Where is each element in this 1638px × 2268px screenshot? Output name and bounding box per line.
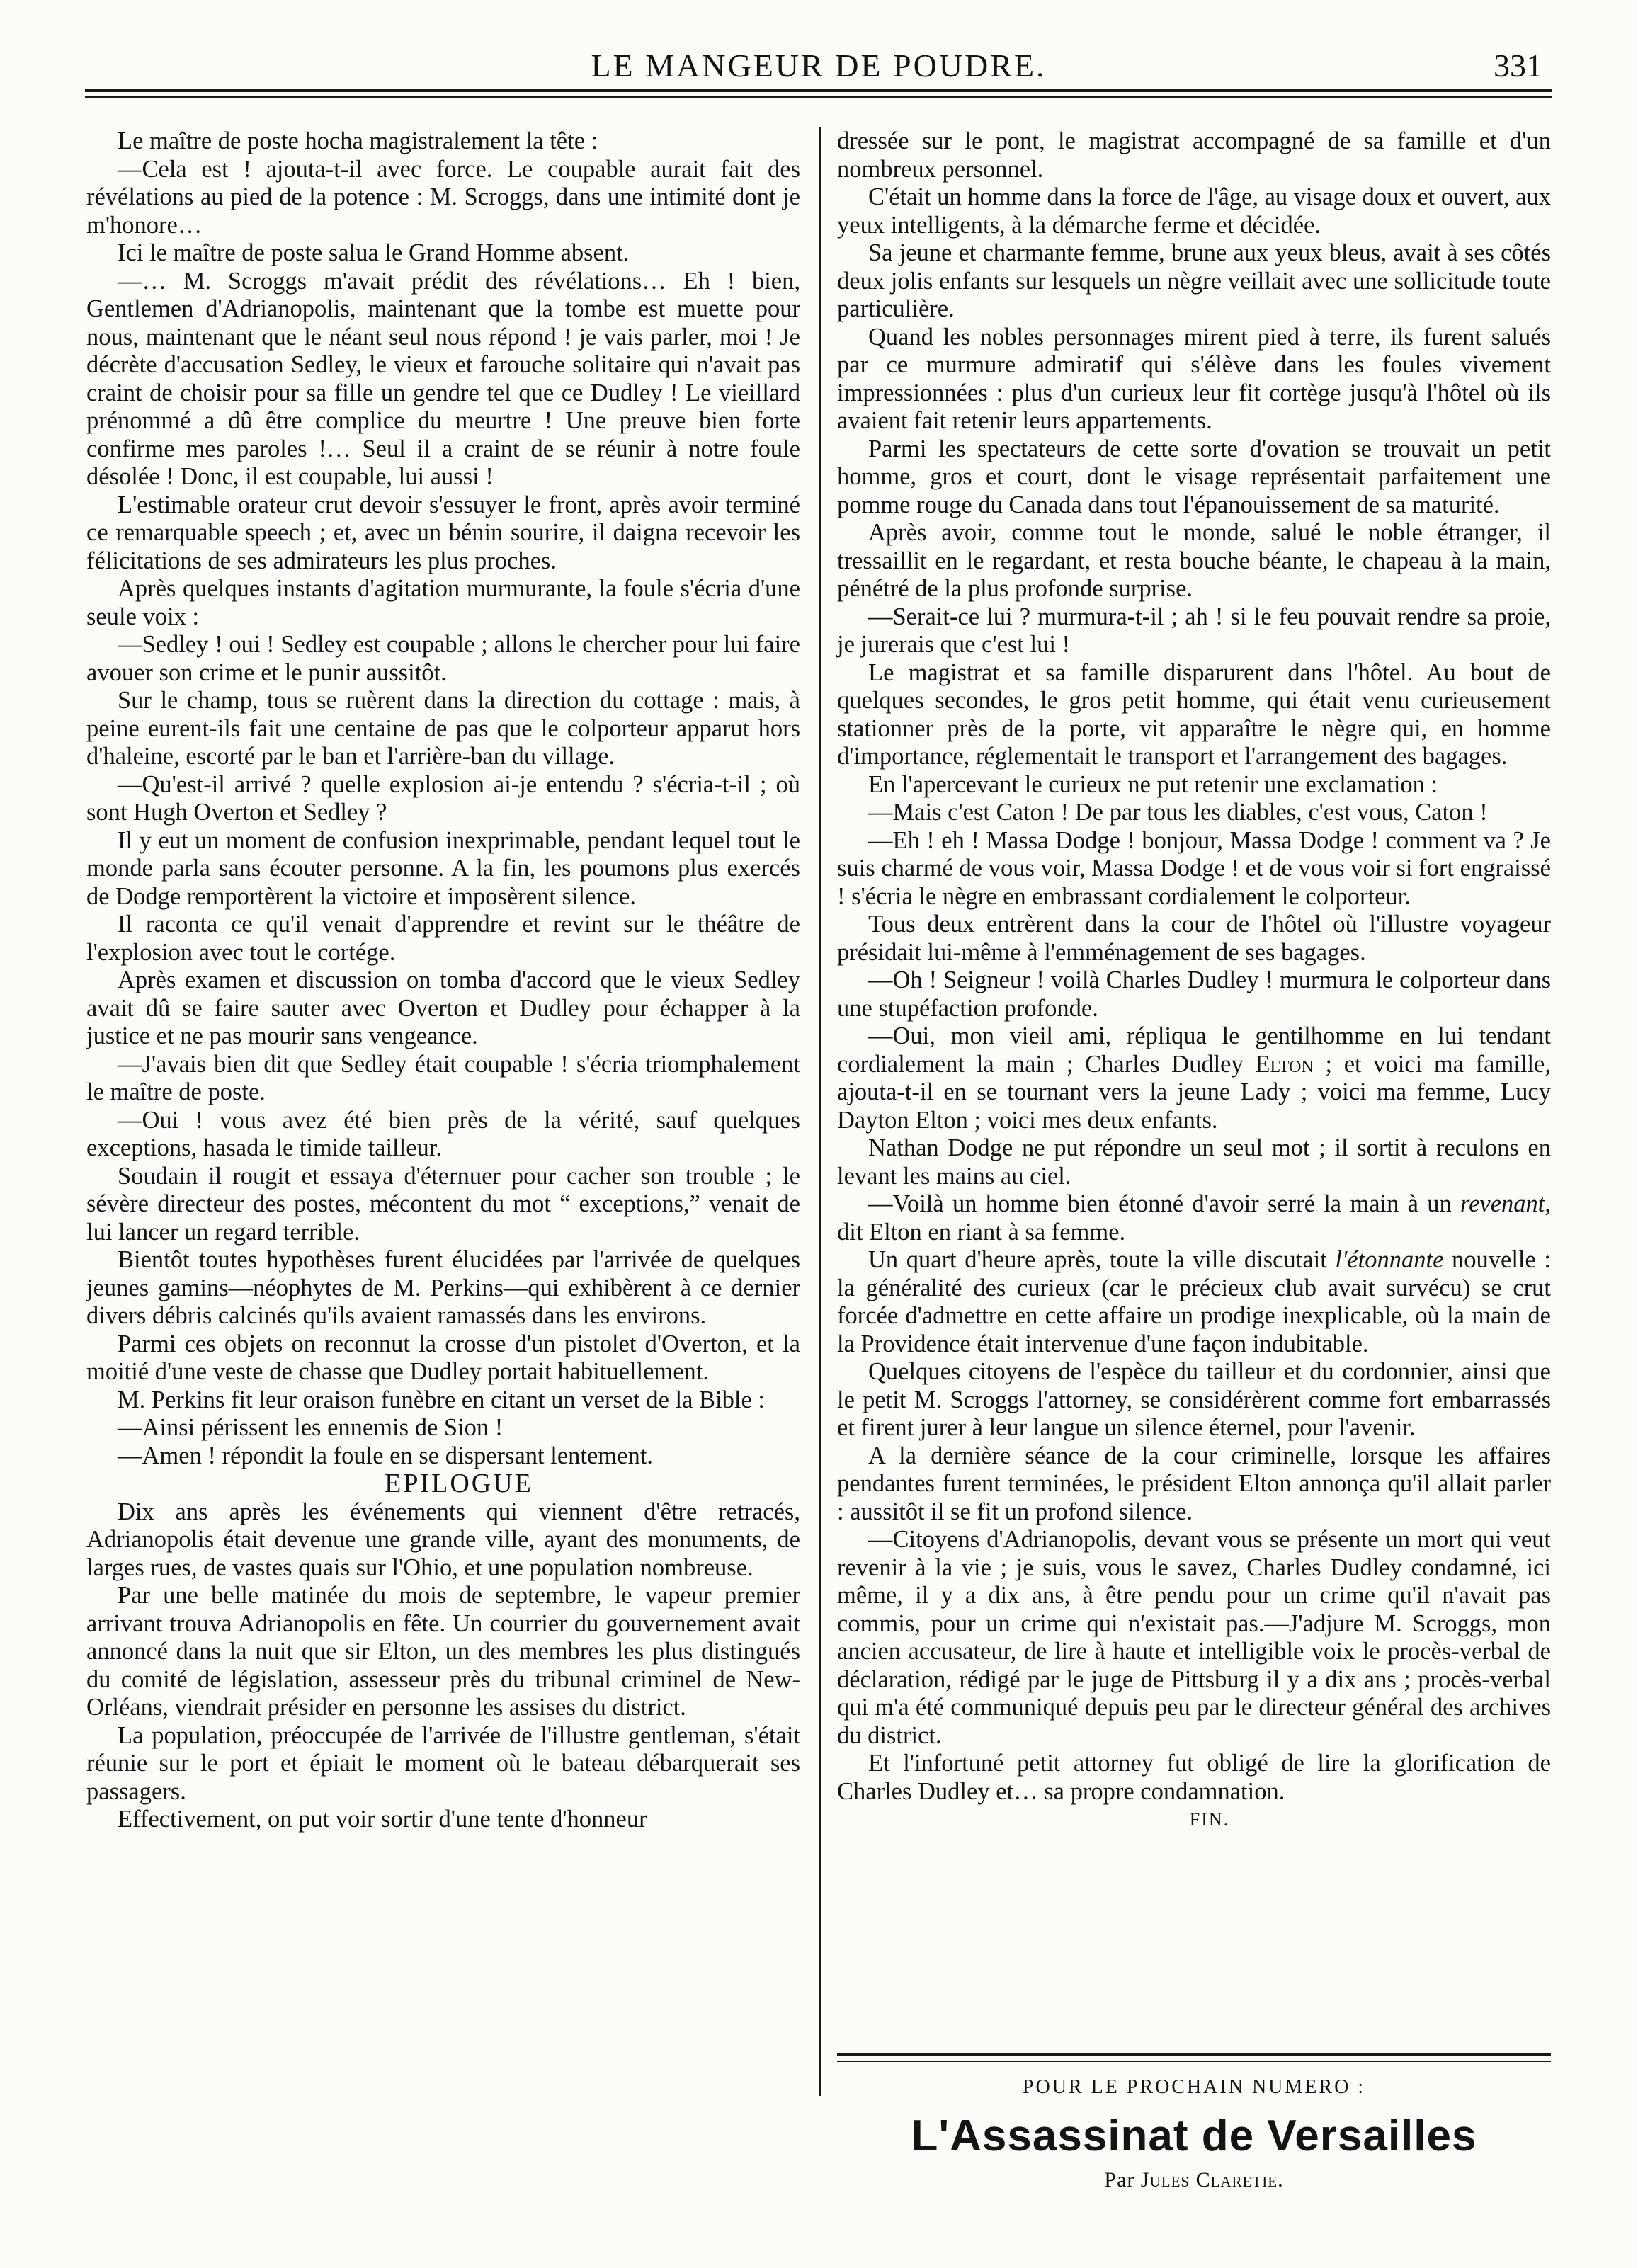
paragraph: Bientôt toutes hypothèses furent élucidées par l'arrivée de quelques jeunes gamins—néophytes de M. Perkins—qui exhibèrent à ce dernier divers débris calcinés qu'ils avaient ramassés dans les environs. xyxy=(86,1246,800,1329)
author-prefix: Par xyxy=(1104,2168,1141,2192)
next-issue-author xyxy=(837,2168,1551,2192)
paragraph: —Ainsi périssent les ennemis de Sion ! xyxy=(118,1414,504,1441)
paragraph xyxy=(837,1022,1551,1134)
text-run: —Voilà un homme bien étonné d'avoir serré la main à un xyxy=(868,1190,1460,1217)
fin-marker: FIN. xyxy=(1189,1809,1230,1830)
paragraph: —Amen ! répondit la foule en se dispersant lentement. xyxy=(118,1442,653,1469)
paragraph: A la dernière séance de la cour criminelle, lorsque les affaires pendantes furent terminées, le président Elton annonça qu'il allait parler : aussitôt il se fit un profond silence. xyxy=(837,1442,1551,1525)
paragraph: —Mais c'est Caton ! De par tous les diables, c'est vous, Caton ! xyxy=(868,799,1488,826)
text-run: ; et voici ma famille, ajouta-t-il en se tournant vers la jeune Lady ; voici ma femme, Lucy Dayton Elton ; voici mes deux enfants. xyxy=(837,1050,1551,1134)
paragraph: —Oh ! Seigneur ! voilà Charles Dudley ! murmura le colporteur dans une stupéfaction profonde. xyxy=(837,967,1551,1022)
paragraph: Après examen et discussion on tomba d'accord que le vieux Sedley avait dû se faire sauter avec Overton et Dudley pour échapper à la justice et ne pas mourir sans vengeance. xyxy=(86,967,800,1049)
paragraph: Le maître de poste hocha magistralement la tête : xyxy=(118,127,598,154)
paragraph: Soudain il rougit et essaya d'éternuer pour cacher son trouble ; le sévère directeur des postes, mécontent du mot “ exceptions,” venait de lui lancer un regard terrible. xyxy=(86,1162,800,1246)
text-run: —Oui, mon vieil ami, répliqua le gentilhomme en lui tendant cordialement la main ; Charles Dudley xyxy=(837,1022,1551,1078)
paragraph: La population, préoccupée de l'arrivée de l'illustre gentleman, s'était réunie sur le port et épiait le moment où le bateau débarquerait ses passagers. xyxy=(86,1721,800,1805)
paragraph: —J'avais bien dit que Sedley était coupable ! s'écria triomphalement le maître de poste. xyxy=(86,1050,800,1105)
paragraph: En l'apercevant le curieux ne put retenir une exclamation : xyxy=(868,770,1438,798)
left-column-body xyxy=(86,127,800,1470)
header-rule-thin xyxy=(85,96,1552,98)
paragraph: M. Perkins fit leur oraison funèbre en citant un verset de la Bible : xyxy=(118,1386,765,1413)
epilogue-heading: EPILOGUE xyxy=(385,1469,533,1498)
text-run: Un quart d'heure après, toute la ville discutait xyxy=(868,1246,1336,1273)
paragraph: —Qu'est-il arrivé ? quelle explosion ai-je entendu ? s'écria-t-il ; où sont Hugh Overton et Sedley ? xyxy=(86,770,800,826)
text-run: , dit Elton en riant à sa femme. xyxy=(837,1190,1551,1246)
epilogue-body xyxy=(86,1498,800,1834)
running-header xyxy=(85,41,1552,91)
next-issue-label: POUR LE PROCHAIN NUMERO : xyxy=(1022,2076,1366,2098)
paragraph: —Sedley ! oui ! Sedley est coupable ; allons le chercher pour lui faire avouer son crime et le punir aussitôt. xyxy=(86,631,800,686)
left-column xyxy=(86,127,800,1834)
paragraph: —Serait-ce lui ? murmura-t-il ; ah ! si le feu pouvait rendre sa proie, je jurerais que c'est lui ! xyxy=(837,603,1551,658)
text-run: nouvelle : la généralité des curieux (car le précieux club avait survécu) se crut forcée d'admettre en cette affaire un prodige inexplicable, où la main de la Providence était intervenue d'une façon indubitable. xyxy=(837,1246,1551,1357)
closing-rule-thin xyxy=(837,2061,1551,2062)
paragraph: Tous deux entrèrent dans la cour de l'hôtel où l'illustre voyageur présidait lui-même à l'emménagement de ses bagages. xyxy=(837,911,1551,966)
paragraph: Sur le champ, tous se ruèrent dans la direction du cottage : mais, à peine eurent-ils fait une centaine de pas que le colporteur apparut hors d'haleine, escorté par le ban et l'arrière-ban du village. xyxy=(86,687,800,770)
paragraph: Il y eut un moment de confusion inexprimable, pendant lequel tout le monde parla sans écouter personne. A la fin, les poumons plus exercés de Dodge remportèrent la victoire et imposèrent silence. xyxy=(86,826,800,910)
paragraph: Parmi ces objets on reconnut la crosse d'un pistolet d'Overton, et la moitié d'une veste de chasse que Dudley portait habituellement. xyxy=(86,1330,800,1385)
paragraph: L'estimable orateur crut devoir s'essuyer le front, après avoir terminé ce remarquable speech ; et, avec un bénin sourire, il daigna recevoir les félicitations de ses admirateurs les plus proches. xyxy=(86,491,800,574)
right-column xyxy=(837,127,1551,1834)
paragraph: —… M. Scroggs m'avait prédit des révélations… Eh ! bien, Gentlemen d'Adrianopolis, maintenant que la tombe est muette pour nous, maintenant que le néant seul nous répond ! je vais parler, moi ! Je décrète d'accusation Sedley, le vieux et farouche solitaire qui n'avait pas craint de choisir pour sa fille un gendre tel que ce Dudley ! Le vieillard prénommé a dû être complice du meurtre ! Une preuve bien forte confirme mes paroles !… Seul il a craint de se réunir à notre foule désolée ! Donc, il est coupable, lui aussi ! xyxy=(86,267,800,490)
paragraph: —Citoyens d'Adrianopolis, devant vous se présente un mort qui veut revenir à la vie ; je suis, vous le savez, Charles Dudley condamné, ici même, il y a dix ans, à être pendu pour un crime qu'il n'avait pas commis, pour un crime qui n'existait pas.—J'adjure M. Scroggs, mon ancien accusateur, de lire à haute et intelligible voix le procès-verbal de déclaration, rédigé par le juge de Pittsburg il y a dix ans ; procès-verbal qui m'a été communiqué depuis peu par le directeur général des archives du district. xyxy=(837,1526,1551,1749)
paragraph: Sa jeune et charmante femme, brune aux yeux bleus, avait à ses côtés deux jolis enfants sur lesquels un nègre veillait avec une sollicitude toute particulière. xyxy=(837,239,1551,322)
closing-rule-thick xyxy=(837,2053,1551,2056)
paragraph: Le magistrat et sa famille disparurent dans l'hôtel. Au bout de quelques secondes, le gros petit homme, qui était venu curieusement stationner près de la porte, vit apparaître le nègre qui, en homme d'importance, réglementait le transport et l'arrangement des bagages. xyxy=(837,659,1551,770)
small-caps-name: Elton xyxy=(1255,1050,1314,1078)
paragraph xyxy=(837,1190,1551,1246)
paragraph: —Cela est ! ajouta-t-il avec force. Le coupable aurait fait des révélations au pied de la potence : M. Scroggs, dans une intimité dont je m'honore… xyxy=(86,155,800,239)
paragraph: Ici le maître de poste salua le Grand Homme absent. xyxy=(118,239,630,266)
italic-word: revenant xyxy=(1460,1190,1545,1217)
paragraph: Parmi les spectateurs de cette sorte d'ovation se trouvait un petit homme, gros et court, dont le visage représentait parfaitement une pomme rouge du Canada dans tout l'épanouissement de sa maturité. xyxy=(837,435,1551,518)
paragraph: C'était un homme dans la force de l'âge, au visage doux et ouvert, aux yeux intelligents, à la démarche ferme et décidée. xyxy=(837,183,1551,239)
paragraph: Dix ans après les événements qui viennent d'être retracés, Adrianopolis était devenue une grande ville, ayant des monuments, de larges rues, de vastes quais sur l'Ohio, et une population nombreuse. xyxy=(86,1498,800,1581)
paragraph: Il raconta ce qu'il venait d'apprendre et revint sur le théâtre de l'explosion avec tout le cortége. xyxy=(86,911,800,966)
running-title: LE MANGEUR DE POUDRE. xyxy=(591,47,1047,84)
paragraph xyxy=(837,1246,1551,1358)
author-name: Jules Claretie. xyxy=(1140,2168,1284,2192)
paragraph: Nathan Dodge ne put répondre un seul mot ; il sortit à reculons en levant les mains au ciel. xyxy=(837,1134,1551,1190)
paragraph: Après avoir, comme tout le monde, salué le noble étranger, il tressaillit en le regardant, et resta bouche béante, le chapeau à la main, pénétré de la plus profonde surprise. xyxy=(837,519,1551,602)
paragraph: Quelques citoyens de l'espèce du tailleur et du cordonnier, ainsi que le petit M. Scroggs l'attorney, se considérèrent comme fort embarrassés et firent jurer à leur langue un silence éternel, pour l'avenir. xyxy=(837,1358,1551,1441)
paragraph: Quand les nobles personnages mirent pied à terre, ils furent salués par ce murmure admiratif qui s'élève dans les foules vivement impressionnées : plus d'un curieux leur fit cortège jusqu'à l'hôtel où ils avaient fait retenir leurs appartements. xyxy=(837,323,1551,434)
paragraph: Et l'infortuné petit attorney fut obligé de lire la glorification de Charles Dudley et… sa propre condamnation. xyxy=(837,1750,1551,1805)
next-issue-title: L'Assassinat de Versailles xyxy=(911,2112,1477,2160)
paragraph: Effectivement, on put voir sortir d'une tente d'honneur xyxy=(118,1806,647,1833)
paragraph: dressée sur le pont, le magistrat accompagné de sa famille et d'un nombreux personnel. xyxy=(837,127,1551,183)
paragraph: —Eh ! eh ! Massa Dodge ! bonjour, Massa Dodge ! comment va ? Je suis charmé de vous voir, Massa Dodge ! et de vous voir si fort engraissé ! s'écria le nègre en embrassant cordialement le colporteur. xyxy=(837,826,1551,910)
next-issue-announcement xyxy=(837,2076,1551,2192)
paragraph: —Oui ! vous avez été bien près de la vérité, sauf quelques exceptions, hasada le timide tailleur. xyxy=(86,1106,800,1161)
paragraph: Après quelques instants d'agitation murmurante, la foule s'écria d'une seule voix : xyxy=(86,575,800,630)
column-divider xyxy=(819,127,821,2096)
page-number: 331 xyxy=(1494,47,1542,84)
italic-word: l'étonnante xyxy=(1335,1246,1444,1273)
paragraph: Par une belle matinée du mois de septembre, le vapeur premier arrivant trouva Adrianopolis en fête. Un courrier du gouvernement avait annoncé dans la nuit que sir Elton, un des membres les plus distingués du comité de législation, assesseur près du tribunal criminel de New-Orléans, viendrait présider en personne les assises du district. xyxy=(86,1582,800,1721)
header-rule-thick xyxy=(85,89,1552,92)
